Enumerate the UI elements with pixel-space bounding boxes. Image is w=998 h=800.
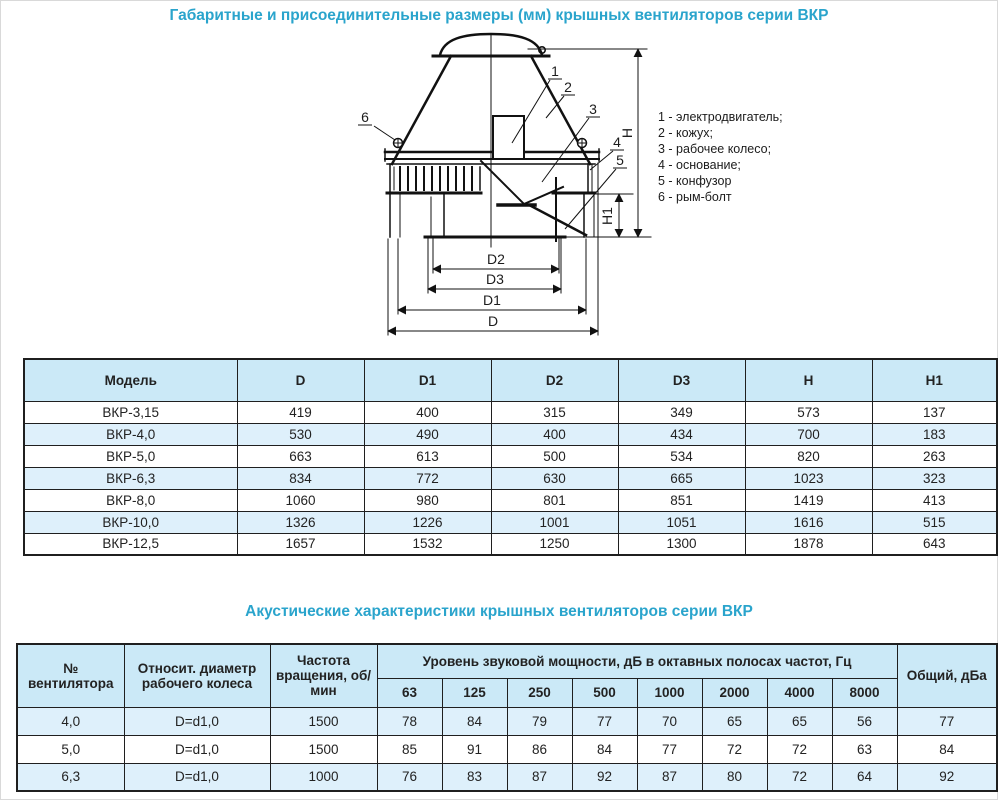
- table-cell: 530: [237, 423, 364, 445]
- col-header-sound-power: Уровень звуковой мощности, дБ в октавных полосах частот, Гц: [377, 644, 897, 678]
- page-title-dimensions: Габаритные и присоединительные размеры (мм) крышных вентиляторов серии ВКР: [169, 7, 829, 24]
- table-cell: 1500: [270, 735, 377, 763]
- col-header-d: D: [237, 359, 364, 401]
- table-cell: 1878: [745, 533, 872, 555]
- table-cell: 77: [897, 707, 997, 735]
- col-header-model: Модель: [24, 359, 237, 401]
- table-cell: 434: [618, 423, 745, 445]
- acoustics-table: [16, 643, 998, 792]
- table-cell: 79: [507, 707, 572, 735]
- dimensions-table: [23, 358, 998, 556]
- col-header-d3: D3: [618, 359, 745, 401]
- table-cell: 4,0: [17, 707, 124, 735]
- table-row: [24, 445, 997, 467]
- table-cell: ВКР-6,3: [24, 467, 237, 489]
- callout-5: 5: [616, 152, 624, 168]
- table-cell: 820: [745, 445, 872, 467]
- table-cell: 400: [491, 423, 618, 445]
- col-header-d1: D1: [364, 359, 491, 401]
- col-header-8000: 8000: [832, 678, 897, 707]
- col-header-125: 125: [442, 678, 507, 707]
- table-cell: 63: [832, 735, 897, 763]
- table-cell: 72: [767, 735, 832, 763]
- table-cell: 83: [442, 763, 507, 791]
- table-cell: 1500: [270, 707, 377, 735]
- table-row: [24, 489, 997, 511]
- table-cell: 80: [702, 763, 767, 791]
- col-header-fan-no: № вентилятора: [17, 644, 124, 707]
- table-header-row: [24, 359, 997, 401]
- table-cell: 87: [637, 763, 702, 791]
- table-cell: D=d1,0: [124, 735, 270, 763]
- table-cell: 851: [618, 489, 745, 511]
- fan-diagram: [1, 29, 997, 353]
- table-cell: 1000: [270, 763, 377, 791]
- table-cell: 84: [442, 707, 507, 735]
- table-cell: 86: [507, 735, 572, 763]
- legend-item: 6 - рым-болт: [658, 190, 732, 204]
- table-cell: 1326: [237, 511, 364, 533]
- col-header-rel-diameter: Относит. диаметр рабочего колеса: [124, 644, 270, 707]
- table-cell: 72: [767, 763, 832, 791]
- table-cell: 700: [745, 423, 872, 445]
- table-cell: 72: [702, 735, 767, 763]
- col-header-d2: D2: [491, 359, 618, 401]
- callout-2: 2: [564, 79, 572, 95]
- table-cell: 772: [364, 467, 491, 489]
- table-row: [17, 707, 997, 735]
- callout-4: 4: [613, 134, 621, 150]
- col-header-250: 250: [507, 678, 572, 707]
- col-header-2000: 2000: [702, 678, 767, 707]
- table-cell: 490: [364, 423, 491, 445]
- table-cell: 70: [637, 707, 702, 735]
- table-cell: 137: [872, 401, 997, 423]
- table-cell: 87: [507, 763, 572, 791]
- impeller: [431, 161, 586, 241]
- table-cell: 84: [897, 735, 997, 763]
- table-cell: 515: [872, 511, 997, 533]
- table-cell: 85: [377, 735, 442, 763]
- table-cell: 91: [442, 735, 507, 763]
- table-row: [24, 401, 997, 423]
- table-cell: 1001: [491, 511, 618, 533]
- dimension-lines: [388, 49, 638, 331]
- fan-outline: [385, 34, 651, 335]
- table-cell: 1060: [237, 489, 364, 511]
- table-cell: 64: [832, 763, 897, 791]
- dim-label-h: H: [619, 127, 635, 139]
- legend-item: 3 - рабочее колесо;: [658, 142, 772, 156]
- table-row: [24, 511, 997, 533]
- table-row: [17, 763, 997, 791]
- table-cell: 413: [872, 489, 997, 511]
- table-cell: 92: [897, 763, 997, 791]
- table-cell: 1226: [364, 511, 491, 533]
- table-cell: D=d1,0: [124, 707, 270, 735]
- eye-bolt-right-icon: [578, 139, 587, 148]
- table-cell: 834: [237, 467, 364, 489]
- col-header-500: 500: [572, 678, 637, 707]
- table-cell: 1300: [618, 533, 745, 555]
- table-cell: 315: [491, 401, 618, 423]
- table-cell: 77: [572, 707, 637, 735]
- table-cell: ВКР-10,0: [24, 511, 237, 533]
- col-header-63: 63: [377, 678, 442, 707]
- motor-body: [493, 116, 524, 159]
- table-cell: 5,0: [17, 735, 124, 763]
- callout-6: 6: [361, 109, 369, 125]
- table-cell: 56: [832, 707, 897, 735]
- col-header-h: H: [745, 359, 872, 401]
- table-cell: 6,3: [17, 763, 124, 791]
- dim-label-d1: D1: [483, 292, 501, 308]
- table-cell: 65: [702, 707, 767, 735]
- table-row: [24, 467, 997, 489]
- table-row: [24, 533, 997, 555]
- table-header-row: [17, 644, 997, 678]
- dim-label-d: D: [487, 313, 499, 329]
- table-cell: 663: [237, 445, 364, 467]
- callout-1: 1: [551, 63, 559, 79]
- table-cell: ВКР-8,0: [24, 489, 237, 511]
- table-cell: 980: [364, 489, 491, 511]
- table-cell: 1532: [364, 533, 491, 555]
- table-cell: ВКР-12,5: [24, 533, 237, 555]
- table-cell: 643: [872, 533, 997, 555]
- table-cell: ВКР-4,0: [24, 423, 237, 445]
- col-header-4000: 4000: [767, 678, 832, 707]
- table-cell: 323: [872, 467, 997, 489]
- table-cell: 613: [364, 445, 491, 467]
- table-cell: 1616: [745, 511, 872, 533]
- table-cell: ВКР-5,0: [24, 445, 237, 467]
- table-cell: 65: [767, 707, 832, 735]
- fan-drawing: [1, 29, 998, 353]
- col-header-h1: H1: [872, 359, 997, 401]
- dim-label-d3: D3: [486, 271, 504, 287]
- page-title-acoustics: Акустические характеристики крышных вентиляторов серии ВКР: [245, 603, 753, 620]
- col-header-total: Общий, дБа: [897, 644, 997, 707]
- dim-label-d2: D2: [487, 251, 505, 267]
- table-cell: 349: [618, 401, 745, 423]
- table-cell: 573: [745, 401, 872, 423]
- table-cell: 1419: [745, 489, 872, 511]
- table-cell: D=d1,0: [124, 763, 270, 791]
- table-cell: 534: [618, 445, 745, 467]
- table-cell: 665: [618, 467, 745, 489]
- dim-label-h1: H1: [599, 207, 615, 225]
- table-cell: 630: [491, 467, 618, 489]
- table-cell: 77: [637, 735, 702, 763]
- table-cell: 1657: [237, 533, 364, 555]
- table-cell: 1250: [491, 533, 618, 555]
- table-cell: 183: [872, 423, 997, 445]
- table-cell: 419: [237, 401, 364, 423]
- legend-item: 1 - электродвигатель;: [658, 110, 783, 124]
- table-cell: 1051: [618, 511, 745, 533]
- table-cell: ВКР-3,15: [24, 401, 237, 423]
- legend-item: 2 - кожух;: [658, 126, 713, 140]
- table-cell: 76: [377, 763, 442, 791]
- diagram-legend: [658, 109, 783, 205]
- col-header-1000: 1000: [637, 678, 702, 707]
- table-cell: 84: [572, 735, 637, 763]
- table-row: [17, 735, 997, 763]
- table-cell: 400: [364, 401, 491, 423]
- table-row: [24, 423, 997, 445]
- table-cell: 801: [491, 489, 618, 511]
- table-cell: 500: [491, 445, 618, 467]
- col-header-speed: Частота вращения, об/мин: [270, 644, 377, 707]
- table-cell: 1023: [745, 467, 872, 489]
- table-cell: 92: [572, 763, 637, 791]
- legend-item: 5 - конфузор: [658, 174, 732, 188]
- table-cell: 263: [872, 445, 997, 467]
- callout-3: 3: [589, 101, 597, 117]
- table-cell: 78: [377, 707, 442, 735]
- legend-item: 4 - основание;: [658, 158, 741, 172]
